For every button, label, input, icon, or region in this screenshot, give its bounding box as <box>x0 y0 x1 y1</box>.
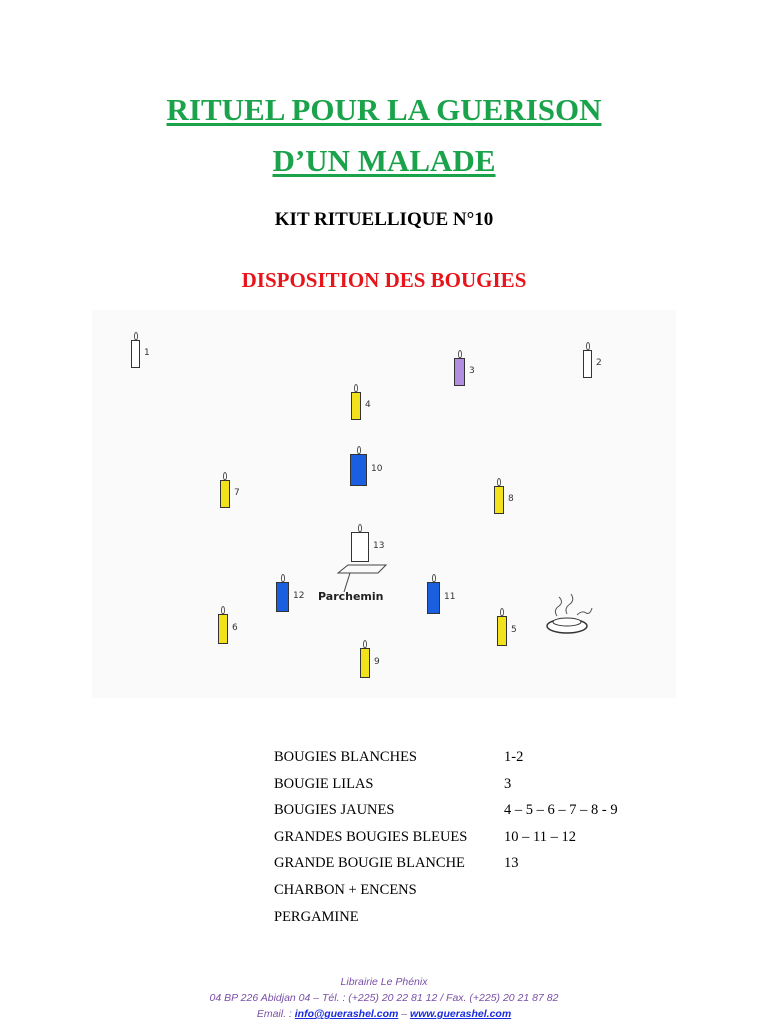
legend-name: BOUGIE LILAS <box>274 775 374 792</box>
candle-number: 1 <box>144 348 150 358</box>
footer-address: 04 BP 226 Abidjan 04 – Tél. : (+225) 20 22 81 12 / Fax. (+225) 20 21 87 82 <box>209 992 559 1004</box>
legend-name: PERGAMINE <box>274 908 359 925</box>
candle-body <box>427 582 440 614</box>
candle-number: 10 <box>371 464 383 474</box>
flame-icon <box>432 574 436 582</box>
candle-body <box>131 340 140 368</box>
footer-publisher: Librairie Le Phénix <box>340 976 428 988</box>
candle-body <box>583 350 592 378</box>
candle-number: 9 <box>374 657 380 667</box>
legend-value: 4 – 5 – 6 – 7 – 8 - 9 <box>504 802 618 819</box>
candle-number: 2 <box>596 358 602 368</box>
legend-value: 10 – 11 – 12 <box>504 828 576 845</box>
candle-body <box>494 486 504 514</box>
flame-icon <box>354 384 358 392</box>
email-label: Email. : <box>256 1008 295 1020</box>
candle-body <box>218 614 228 644</box>
candle-number: 8 <box>508 494 514 504</box>
flame-icon <box>497 478 501 486</box>
candle-number: 12 <box>293 591 305 601</box>
flame-icon <box>458 350 462 358</box>
candle-13 <box>351 524 369 562</box>
candle-body <box>276 582 289 612</box>
candle-number: 11 <box>444 592 456 602</box>
legend-name: GRANDES BOUGIES BLEUES <box>274 828 468 845</box>
candle-5 <box>497 608 507 646</box>
legend-value: 3 <box>504 775 512 792</box>
footer-separator: – <box>398 1008 411 1020</box>
flame-icon <box>500 608 504 616</box>
footer-contact <box>0 1008 768 1020</box>
legend-value: 1-2 <box>504 749 524 765</box>
parchment-label: Parchemin <box>318 590 384 603</box>
legend-name: BOUGIES BLANCHES <box>274 749 417 765</box>
candle-number: 6 <box>232 623 238 633</box>
candle-6 <box>218 606 228 644</box>
candle-2 <box>583 342 592 378</box>
legend-name: CHARBON + ENCENS <box>274 881 417 898</box>
candle-10 <box>350 446 367 486</box>
candle-7 <box>220 472 230 508</box>
flame-icon <box>357 446 361 454</box>
candle-body <box>351 392 361 420</box>
candle-1 <box>131 332 140 368</box>
flame-icon <box>223 472 227 480</box>
candle-4 <box>351 384 361 420</box>
flame-icon <box>221 606 225 614</box>
legend-name: GRANDE BOUGIE BLANCHE <box>274 855 465 872</box>
candle-layout-diagram <box>92 310 676 698</box>
flame-icon <box>358 524 362 532</box>
candle-body <box>454 358 465 386</box>
flame-icon <box>586 342 590 350</box>
candle-number: 5 <box>511 625 517 635</box>
candle-number: 4 <box>365 400 371 410</box>
candle-3 <box>454 350 465 386</box>
flame-icon <box>134 332 138 340</box>
candle-body <box>360 648 370 678</box>
candle-number: 13 <box>373 541 385 551</box>
kit-number: KIT RITUELLIQUE N°10 <box>274 209 494 230</box>
candle-body <box>497 616 507 646</box>
incense-burner-icon <box>547 594 592 633</box>
candle-8 <box>494 478 504 514</box>
candle-body <box>220 480 230 508</box>
candle-number: 3 <box>469 366 475 376</box>
legend-value: 13 <box>504 855 519 872</box>
legend-name: BOUGIES JAUNES <box>274 802 395 819</box>
candle-number: 7 <box>234 488 240 498</box>
website-link[interactable]: www.guerashel.com <box>410 1008 512 1020</box>
page-title-line-1: RITUEL POUR LA GUERISON <box>166 92 602 127</box>
candle-body <box>351 532 369 562</box>
candle-11 <box>427 574 440 614</box>
email-link[interactable]: info@guerashel.com <box>294 1008 399 1020</box>
candle-9 <box>360 640 370 678</box>
flame-icon <box>363 640 367 648</box>
page-title-line-2: D’UN MALADE <box>272 143 496 178</box>
candle-12 <box>276 574 289 612</box>
flame-icon <box>281 574 285 582</box>
section-heading: DISPOSITION DES BOUGIES <box>241 268 527 292</box>
candle-body <box>350 454 367 486</box>
